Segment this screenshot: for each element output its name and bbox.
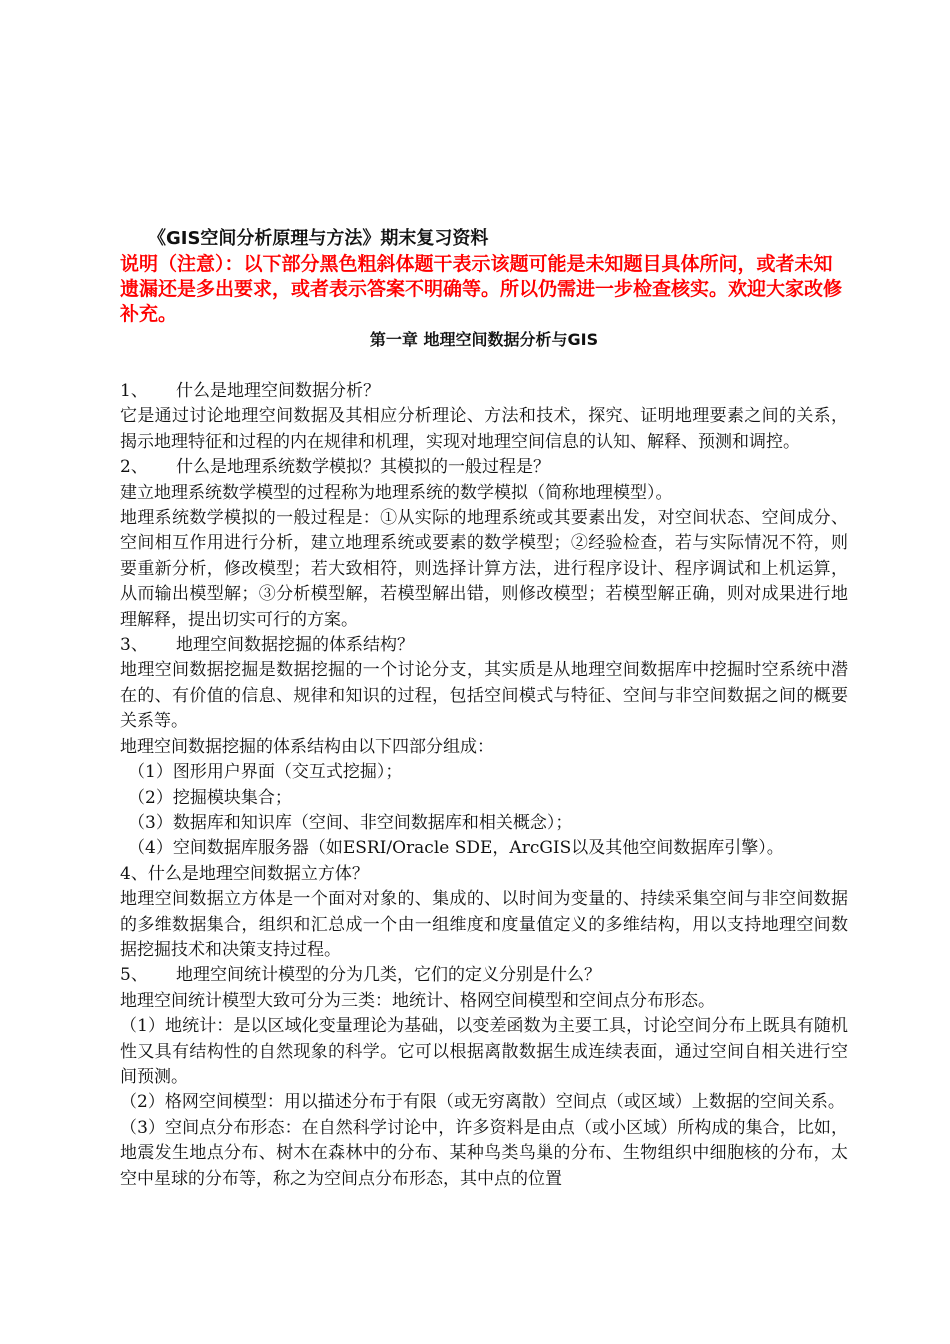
question-number: 2、 <box>120 457 148 478</box>
question-text: 什么是地理系统数学模拟？其模拟的一般过程是？ <box>176 457 550 478</box>
question-2 <box>120 455 848 480</box>
answer-paragraph: 地理空间数据立方体是一个面对对象的、集成的、以时间为变量的、持续采集空间与非空间数据的多维数据集合，组织和汇总成一个由一组维度和度量值定义的多维结构，用以支持地理空间数据挖掘技术和决策支持过程。 <box>120 889 848 960</box>
answer-paragraph: 建立地理系统数学模型的过程称为地理系统的数学模拟（简称地理模型）。 <box>120 482 673 503</box>
question-text: 地理空间统计模型的分为几类，它们的定义分别是什么？ <box>176 965 601 986</box>
document-title: 《GIS空间分析原理与方法》期末复习资料 <box>148 228 489 249</box>
notice-text: 说明（注意）：以下部分黑色粗斜体题干表示该题可能是未知题目具体所问，或者未知遗漏还是多出要求，或者表示答案不明确等。所以仍需进一步检查核实。欢迎大家改修补充。 <box>120 253 843 325</box>
question-number: 1、 <box>120 381 148 401</box>
question-text: 什么是地理空间数据分析？ <box>176 381 380 401</box>
answer-paragraph: 地理空间数据挖掘的体系结构由以下四部分组成： <box>120 736 494 757</box>
list-item: （2）挖掘模块集合； <box>128 787 292 808</box>
document-body <box>120 226 848 1192</box>
answer-paragraph: 它是通过讨论地理空间数据及其相应分析理论、方法和技术，探究、证明地理要素之间的关系，揭示地理特征和过程的内在规律和机理，实现对地理空间信息的认知、解释、预测和调控。 <box>120 406 848 452</box>
question-number: 5、 <box>120 965 148 986</box>
question-4 <box>120 862 848 887</box>
answer-paragraph: 地理空间统计模型大致可分为三类：地统计、格网空间模型和空间点分布形态。 <box>120 990 715 1011</box>
chapter-heading: 第一章 地理空间数据分析与GIS <box>369 330 599 349</box>
question-1 <box>120 379 848 404</box>
question-text: 地理空间数据挖掘的体系结构？ <box>176 635 414 656</box>
list-item: （2）格网空间模型：用以描述分布于有限（或无穷离散）空间点（或区域）上数据的空间关系。 <box>120 1092 845 1113</box>
list-item: （1）地统计：是以区域化变量理论为基础，以变差函数为主要工具，讨论空间分布上既具有随机性又具有结构性的自然现象的科学。它可以根据离散数据生成连续表面，通过空间自相关进行空间预测。 <box>120 1016 848 1087</box>
question-number: 3、 <box>120 635 148 656</box>
list-item: （1）图形用户界面（交互式挖掘）； <box>128 762 403 783</box>
list-item: （3）空间点分布形态：在自然科学讨论中，许多资料是由点（或小区域）所构成的集合，比如，地震发生地点分布、树木在森林中的分布、某种鸟类鸟巢的分布、生物组织中细胞核的分布，太空中星球的分布等，称之为空间点分布形态，其中点的位置 <box>120 1117 848 1189</box>
list-item: （3）数据库和知识库（空间、非空间数据库和相关概念）； <box>128 812 573 833</box>
question-3 <box>120 633 848 658</box>
answer-paragraph: 地理系统数学模拟的一般过程是：①从实际的地理系统或其要素出发，对空间状态、空间成分、空间相互作用进行分析，建立地理系统或要素的数学模型；②经验检查，若与实际情况不符，则要重新分析，修改模型；若大致相符，则选择计算方法，进行程序设计、程序调试和上机运算，从而输出模型解；③分析模型解，若模型解出错，则修改模型；若模型解正确，则对成果进行地理解释，提出切实可行的方案。 <box>120 508 848 630</box>
question-text: 什么是地理空间数据立方体？ <box>147 863 369 884</box>
list-item: （4）空间数据库服务器（如ESRI/Oracle SDE，ArcGIS以及其他空间数据库引擎）。 <box>128 838 784 859</box>
question-5 <box>120 963 848 988</box>
question-number: 4、 <box>120 863 148 884</box>
answer-paragraph: 地理空间数据挖掘是数据挖掘的一个讨论分支，其实质是从地理空间数据库中挖掘时空系统中潜在的、有价值的信息、规律和知识的过程，包括空间模式与特征、空间与非空间数据之间的概要关系等。 <box>120 660 848 732</box>
